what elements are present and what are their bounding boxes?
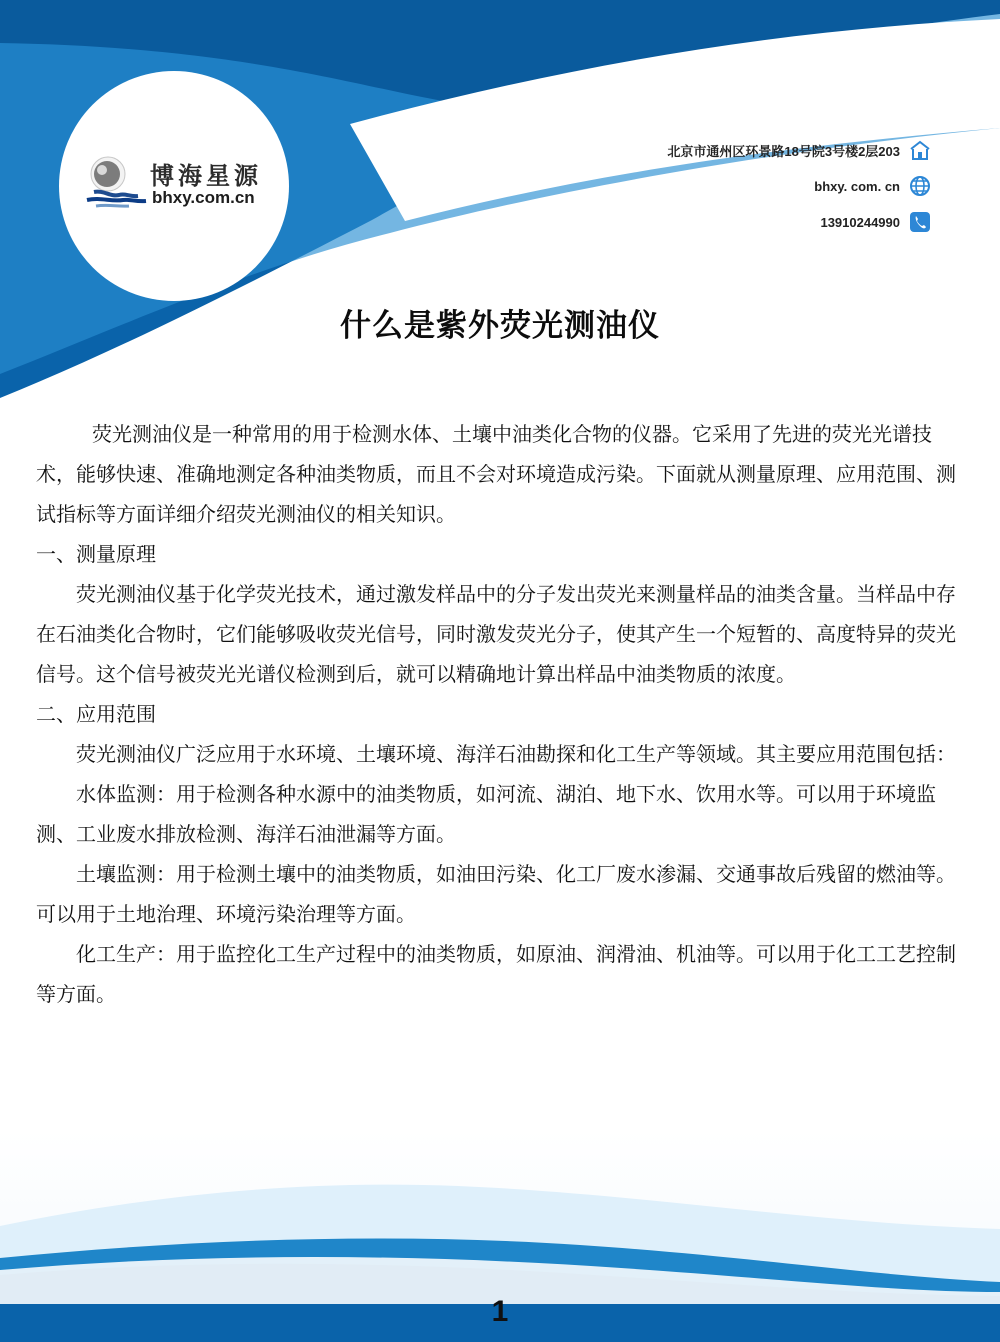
contact-info <box>552 138 932 246</box>
address-text: 北京市通州区环景路18号院3号楼2层203 <box>667 143 900 159</box>
page-number: 1 <box>491 1295 509 1328</box>
house-icon <box>908 138 932 162</box>
phone-icon <box>908 210 932 234</box>
logo-domain: bhxy.com.cn <box>152 188 255 207</box>
document-content <box>36 414 964 1014</box>
logo-mark-icon <box>80 154 150 212</box>
contact-phone-row <box>552 210 932 234</box>
globe-icon <box>908 174 932 198</box>
soil-monitoring-paragraph: 土壤监测：用于检测土壤中的油类物质，如油田污染、化工厂废水渗漏、交通事故后残留的燃油等。可以用于土地治理、环境污染治理等方面。 <box>36 862 956 926</box>
logo-company-name: 博海星源 <box>150 161 262 190</box>
document-title: 什么是紫外荧光测油仪 <box>340 307 660 344</box>
phone-text: 13910244990 <box>820 214 900 230</box>
contact-website-row <box>552 174 932 198</box>
application-paragraph: 荧光测油仪广泛应用于水环境、土壤环境、海洋石油勘探和化工生产等领域。其主要应用范围包括： <box>76 742 956 766</box>
intro-paragraph: 荧光测油仪是一种常用的用于检测水体、土壤中油类化合物的仪器。它采用了先进的荧光光谱技术，能够快速、准确地测定各种油类物质，而且不会对环境造成污染。下面就从测量原理、应用范围、测试指标等方面详细介绍荧光测油仪的相关知识。 <box>36 422 956 526</box>
principle-paragraph: 荧光测油仪基于化学荧光技术，通过激发样品中的分子发出荧光来测量样品的油类含量。当样品中存在石油类化合物时，它们能够吸收荧光信号，同时激发荧光分子，使其产生一个短暂的、高度特异的荧光信号。这个信号被荧光光谱仪检测到后，就可以精确地计算出样品中油类物质的浓度。 <box>36 582 956 686</box>
contact-address-row <box>552 138 932 162</box>
company-logo <box>80 152 280 216</box>
water-monitoring-paragraph: 水体监测：用于检测各种水源中的油类物质，如河流、湖泊、地下水、饮用水等。可以用于环境监测、工业废水排放检测、海洋石油泄漏等方面。 <box>36 782 936 846</box>
section-heading-measurement-principle: 一、测量原理 <box>36 542 156 566</box>
chemical-production-paragraph: 化工生产：用于监控化工生产过程中的油类物质，如原油、润滑油、机油等。可以用于化工工艺控制等方面。 <box>36 942 956 1006</box>
section-heading-application-scope: 二、应用范围 <box>36 702 156 726</box>
website-text: bhxy. com. cn <box>814 178 900 194</box>
